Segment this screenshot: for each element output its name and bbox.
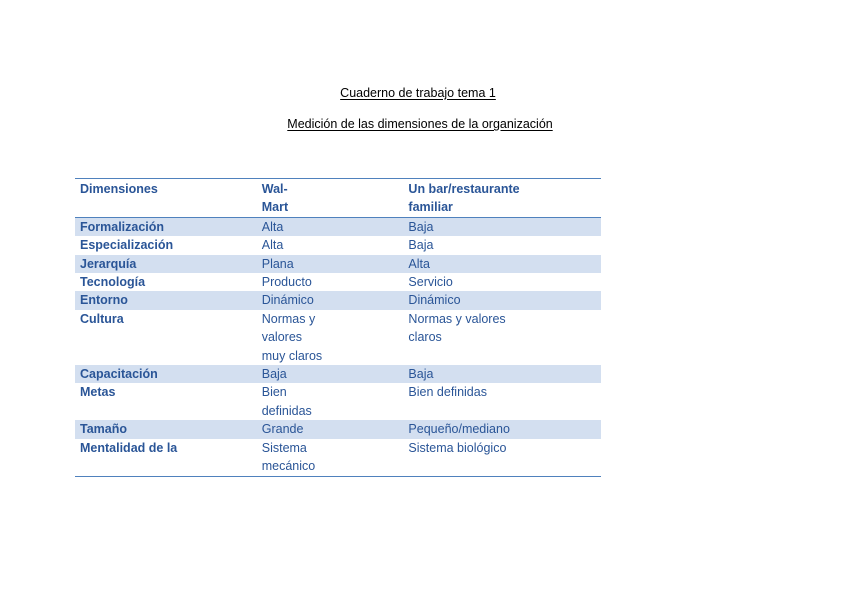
table-row [75, 365, 601, 383]
row-dimension: Tecnología [80, 275, 146, 290]
table-row [75, 236, 601, 254]
table-header-row [75, 179, 601, 218]
row-dimension: Jerarquía [75, 255, 257, 273]
row-walmart-value: Alta [261, 238, 284, 253]
row-dimension: Especialización [80, 238, 174, 253]
header-dimensiones: Dimensiones [75, 179, 257, 218]
row-walmart-value: Dinámico [257, 291, 404, 309]
row-dimension: Capacitación [75, 365, 257, 383]
header-walmart: Wal-Mart [257, 179, 404, 218]
row-dimension: Entorno [75, 291, 257, 309]
row-bar-value: Baja [403, 365, 601, 383]
row-walmart-value: Bien definidas [261, 385, 312, 418]
table-row [75, 383, 601, 420]
row-dimension: Cultura [80, 311, 124, 326]
row-walmart-value: Normas y valores muy claros [261, 311, 323, 363]
row-walmart-value: Baja [257, 365, 404, 383]
document-title: Cuaderno de trabajo tema 1 [340, 86, 496, 100]
table-row [75, 255, 601, 273]
row-walmart-value: Alta [257, 217, 404, 236]
row-bar-value: Dinámico [403, 291, 601, 309]
row-walmart-value: Sistema mecánico [257, 439, 404, 476]
document-subtitle: Medición de las dimensiones de la organización [287, 117, 553, 131]
row-dimension: Mentalidad de la [75, 439, 257, 476]
table-row [75, 310, 601, 365]
table-row [75, 217, 601, 236]
row-bar-value: Normas y valores claros [408, 311, 506, 345]
dimensions-table [75, 178, 601, 477]
table-row [75, 439, 601, 476]
table-row [75, 291, 601, 309]
row-dimension: Metas [80, 385, 116, 400]
row-bar-value: Sistema biológico [403, 439, 601, 476]
row-dimension: Tamaño [75, 420, 257, 438]
row-dimension: Formalización [75, 217, 257, 236]
header-bar-restaurante: Un bar/restaurante familiar [403, 179, 601, 218]
row-bar-value: Bien definidas [408, 385, 487, 400]
row-bar-value: Pequeño/mediano [403, 420, 601, 438]
row-walmart-value: Producto [261, 275, 312, 290]
row-walmart-value: Plana [257, 255, 404, 273]
table-row [75, 420, 601, 438]
row-walmart-value: Grande [257, 420, 404, 438]
row-bar-value: Baja [403, 217, 601, 236]
row-bar-value: Servicio [408, 275, 453, 290]
row-bar-value: Alta [403, 255, 601, 273]
row-bar-value: Baja [408, 238, 434, 253]
table-row [75, 273, 601, 291]
